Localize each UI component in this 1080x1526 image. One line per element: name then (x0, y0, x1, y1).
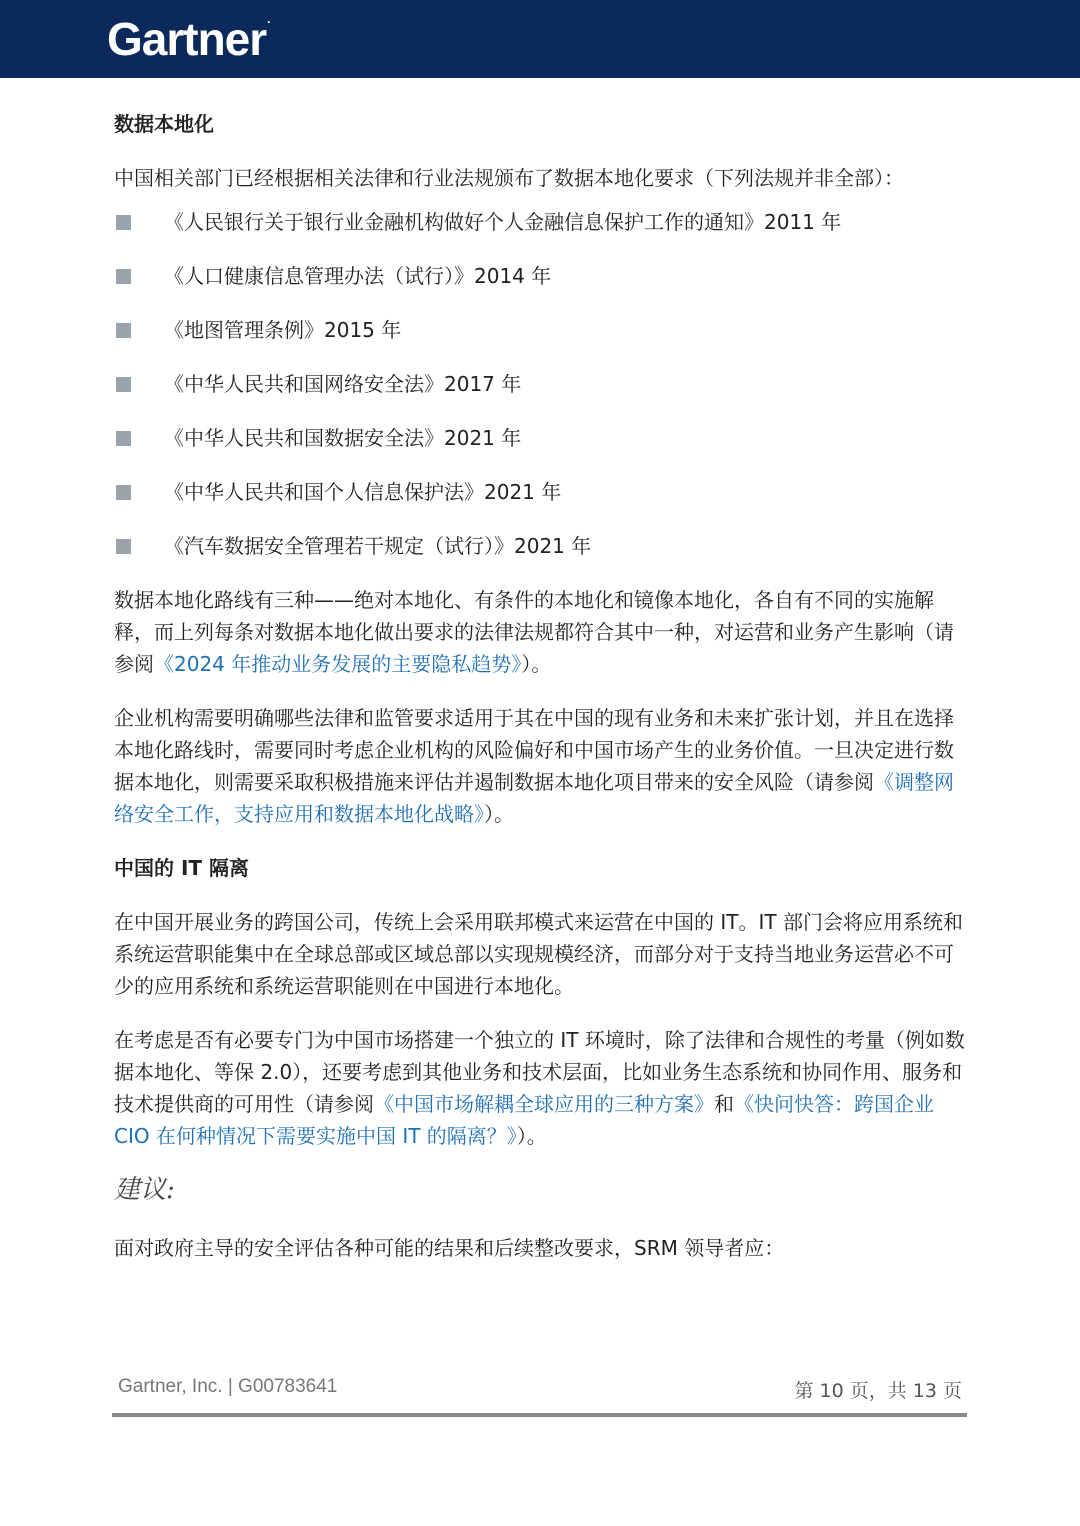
footer-doc-id: Gartner, Inc. | G00783641 (118, 1376, 338, 1397)
localization-routes-paragraph: 数据本地化路线有三种——绝对本地化、有条件的本地化和镜像本地化，各自有不同的实施解释，而上列每条对数据本地化做出要求的法律法规都符合其中一种，对运营和业务产生影响（请参阅《2024 年推动业务发展的主要隐私趋势》）。 (114, 588, 954, 676)
enterprise-requirements-paragraph: 企业机构需要明确哪些法律和监管要求适用于其在中国的现有业务和未来扩张计划，并且在选择本地化路线时，需要同时考虑企业机构的风险偏好和中国市场产生的业务价值。一旦决定进行数据本地化，则需要采取积极措施来评估并遏制数据本地化项目带来的安全风险（请参阅《调整网络安全工作，支持应用和数据本地化战略》）。 (114, 706, 954, 826)
list-item: 《汽车数据安全管理若干规定（试行）》2021 年 (114, 530, 966, 584)
decoupling-options-link[interactable]: 《中国市场解耦全球应用的三种方案》 (374, 1092, 714, 1116)
square-bullet-icon (116, 431, 131, 446)
federated-model-paragraph: 在中国开展业务的跨国公司，传统上会采用联邦模式来运营在中国的 IT。IT 部门会将应用系统和系统运营职能集中在全球总部或区域总部以实现规模经济，而部分对于支持当地业务运营必不可少的应用系统和系统运营职能则在中国进行本地化。 (114, 910, 963, 998)
square-bullet-icon (116, 323, 131, 338)
gartner-logo: Gartner. (107, 12, 270, 65)
list-item: 《地图管理条例》2015 年 (114, 314, 966, 368)
independent-it-paragraph: 在考虑是否有必要专门为中国市场搭建一个独立的 IT 环境时，除了法律和合规性的考量（例如数据本地化、等保 2.0），还要考虑到其他业务和技术层面，比如业务生态系统和协同作用、服务和技术提供商的可用性（请参阅《中国市场解耦全球应用的三种方案》和《快问快答：跨国企业 CIO 在何种情况下需要实施中国 IT 的隔离？》）。 (114, 1028, 965, 1148)
cio-quick-answer-link[interactable]: 《快问快答：跨国企业 CIO 在何种情况下需要实施中国 IT 的隔离？》 (114, 1092, 934, 1148)
square-bullet-icon (116, 215, 131, 230)
square-bullet-icon (116, 377, 131, 392)
square-bullet-icon (116, 539, 131, 554)
footer-page-number: 第 10 页，共 13 页 (794, 1380, 962, 1402)
privacy-trends-link[interactable]: 《2024 年推动业务发展的主要隐私趋势》 (154, 652, 522, 676)
list-item: 《中华人民共和国网络安全法》2017 年 (114, 368, 966, 422)
list-item: 《中华人民共和国数据安全法》2021 年 (114, 422, 966, 476)
cybersecurity-localization-link[interactable]: 《调整网络安全工作，支持应用和数据本地化战略》 (114, 770, 954, 826)
section-heading-data-localization: 数据本地化 (114, 112, 214, 136)
square-bullet-icon (116, 269, 131, 284)
square-bullet-icon (116, 485, 131, 500)
list-item: 《人民银行关于银行业金融机构做好个人金融信息保护工作的通知》2011 年 (114, 206, 966, 260)
header-bar (0, 0, 1080, 78)
advice-paragraph: 面对政府主导的安全评估各种可能的结果和后续整改要求，SRM 领导者应： (114, 1236, 785, 1260)
list-item: 《中华人民共和国个人信息保护法》2021 年 (114, 476, 966, 530)
footer-divider (112, 1413, 967, 1417)
page-content (114, 108, 966, 1286)
intro-paragraph: 中国相关部门已经根据相关法律和行业法规颁布了数据本地化要求（下列法规并非全部）： (114, 166, 904, 190)
advice-heading: 建议: (114, 1175, 175, 1205)
list-item: 《人口健康信息管理办法（试行）》2014 年 (114, 260, 966, 314)
law-list (114, 206, 966, 584)
section-heading-it-isolation: 中国的 IT 隔离 (114, 856, 250, 880)
